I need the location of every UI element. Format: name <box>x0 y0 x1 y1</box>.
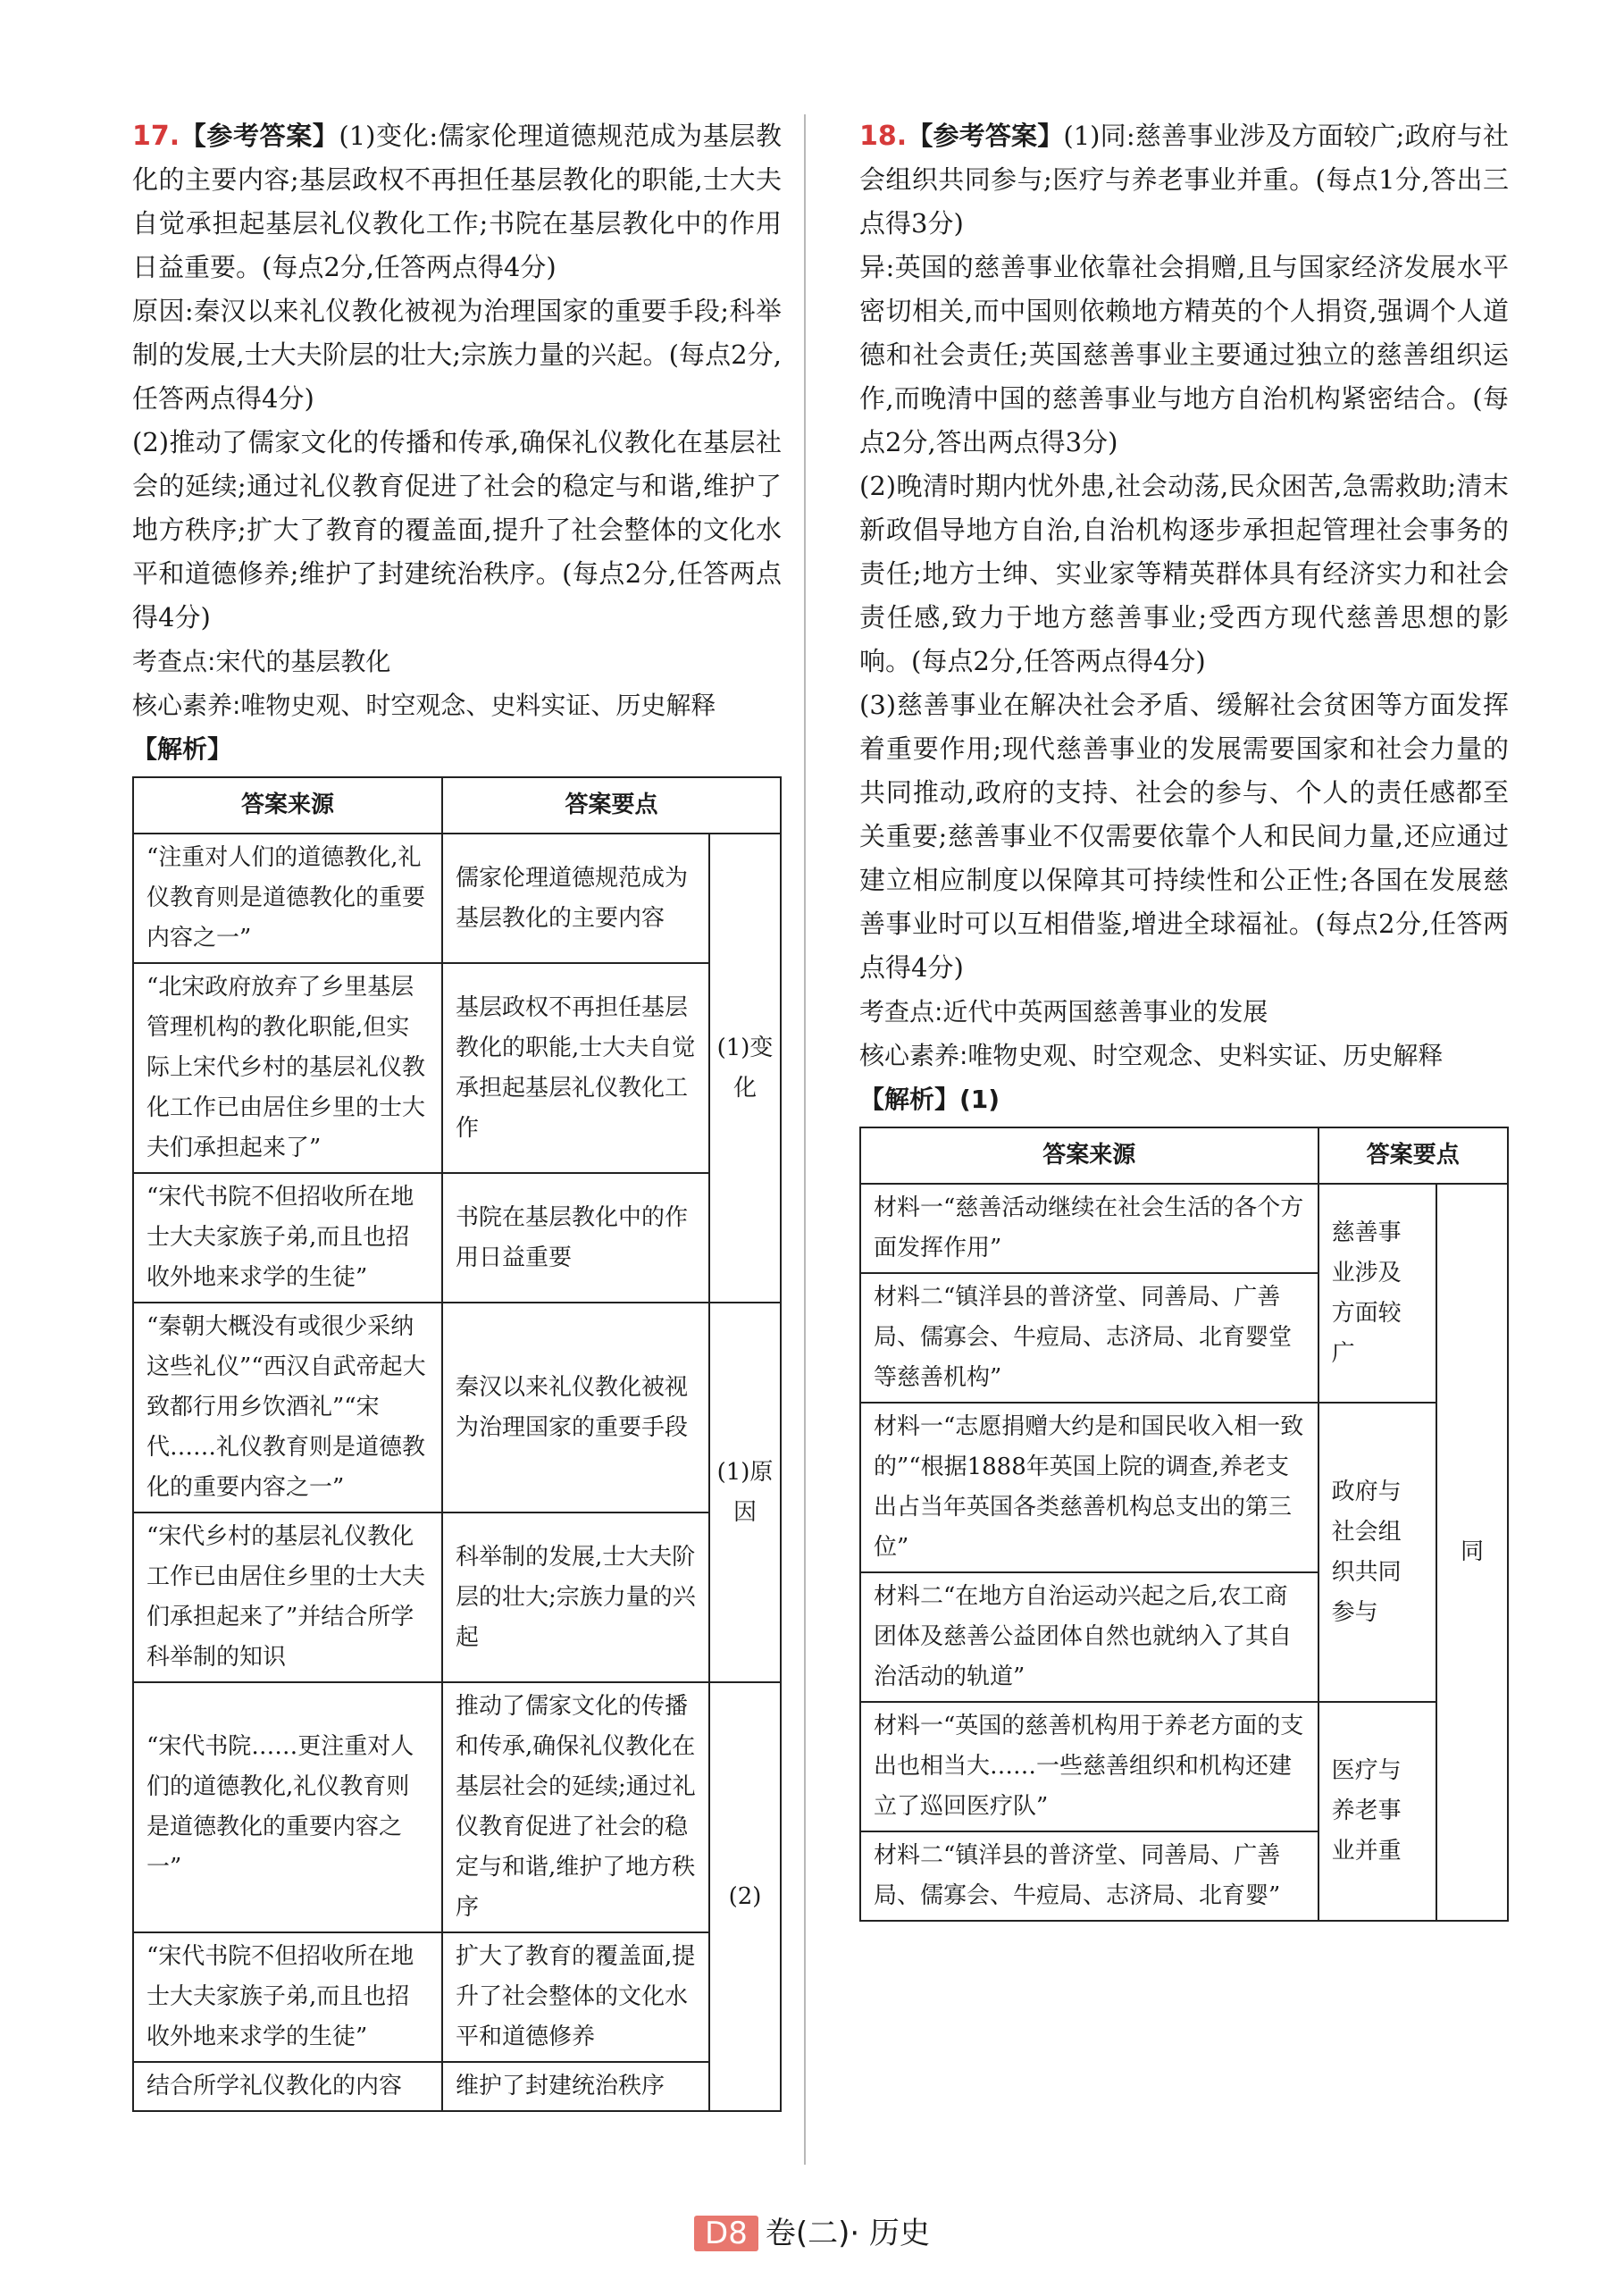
point-cell: 医疗与养老事业并重 <box>1318 1702 1436 1921</box>
q18-kaodian: 考查点:近代中英两国慈善事业的发展 <box>859 997 1268 1026</box>
source-cell: 结合所学礼仪教化的内容 <box>133 2062 442 2111</box>
q18-answer-part2: (2)晚清时期内忧外患,社会动荡,民众困苦,急需救助;清末新政倡导地方自治,自治机构逐步承担起管理社会事务的责任;地方士绅、实业家等精英群体具有经济实力和社会责任感,致力于地方慈善事业;受西方现代慈善思想的影响。(每点2分,任答两点得4分) <box>859 471 1509 676</box>
q17-answer-part2: (2)推动了儒家文化的传播和传承,确保礼仪教化在基层社会的延续;通过礼仪教育促进了社会的稳定与和谐,维护了地方秩序;扩大了教育的覆盖面,提升了社会整体的文化水平和道德修养;维护了封建统治秩序。(每点2分,任答两点得4分) <box>132 427 782 633</box>
q18-analysis-table <box>859 1127 1509 1922</box>
point-cell: 儒家伦理道德规范成为基层教化的主要内容 <box>442 834 709 963</box>
point-cell: 书院在基层教化中的作用日益重要 <box>442 1173 709 1303</box>
question-18 <box>859 114 1509 1922</box>
source-cell: “宋代乡村的基层礼仪教化工作已由居住乡里的士大夫们承担起来了”并结合所学科举制的知识 <box>133 1513 442 1682</box>
q18-answer-difference: 异:英国的慈善事业依靠社会捐赠,且与国家经济发展水平密切相关,而中国则依赖地方精英的个人捐资,强调个人道德和社会责任;英国慈善事业主要通过独立的慈善组织运作,而晚清中国的慈善事业与地方自治机构紧密结合。(每点2分,答出两点得3分) <box>859 252 1509 457</box>
group-label-same: 同 <box>1436 1184 1508 1921</box>
source-cell: 材料一“慈善活动继续在社会生活的各个方面发挥作用” <box>860 1184 1318 1273</box>
header-answer-source: 答案来源 <box>133 777 442 834</box>
q18-answer-part3: (3)慈善事业在解决社会矛盾、缓解社会贫困等方面发挥着重要作用;现代慈善事业的发展需要国家和社会力量的共同推动,政府的支持、社会的参与、个人的责任感都至关重要;慈善事业不仅需要依靠个人和民间力量,还应通过建立相应制度以保障其可持续性和公正性;各国在发展慈善事业时可以互相借鉴,增进全球福祉。(每点2分,任答两点得4分) <box>859 690 1509 983</box>
point-cell: 维护了封建统治秩序 <box>442 2062 709 2111</box>
table-row <box>133 834 781 963</box>
group-label-part2: (2) <box>709 1682 781 2111</box>
q18-answer-part1: 18.【参考答案】(1)同:慈善事业涉及方面较广;政府与社会组织共同参与;医疗与养老事业并重。(每点1分,答出三点得3分) <box>859 121 1509 239</box>
q17-answer-part1: 17.【参考答案】(1)变化:儒家伦理道德规范成为基层教化的主要内容;基层政权不再担任基层教化的职能,士大夫自觉承担起基层礼仪教化工作;书院在基层教化中的作用日益重要。(每点2分,任答两点得4分) <box>132 121 782 282</box>
point-cell: 推动了儒家文化的传播和传承,确保礼仪教化在基层社会的延续;通过礼仪教育促进了社会的稳定与和谐,维护了地方秩序 <box>442 1682 709 1932</box>
table-row <box>860 1184 1508 1273</box>
source-cell: 材料一“英国的慈善机构用于养老方面的支出也相当大……一些慈善组织和机构还建立了巡回医疗队” <box>860 1702 1318 1831</box>
table-row <box>133 963 781 1173</box>
question-17 <box>132 114 782 2112</box>
point-cell: 慈善事业涉及方面较广 <box>1318 1184 1436 1403</box>
column-divider <box>804 114 806 2165</box>
q17-analysis-table <box>132 776 782 2112</box>
q18-jiexi: 【解析】(1) <box>859 1085 1000 1114</box>
table-row <box>133 1303 781 1513</box>
q17-number: 17. <box>132 121 180 152</box>
table-row <box>860 1403 1508 1572</box>
source-cell: 材料二“在地方自治运动兴起之后,农工商团体及慈善公益团体自然也就纳入了其自治活动的轨道” <box>860 1572 1318 1702</box>
q18-answer-tag: 【参考答案】 <box>907 121 1064 151</box>
q18-number: 18. <box>859 121 908 152</box>
table-row <box>133 1173 781 1303</box>
source-cell: 材料一“志愿捐赠大约是和国民收入相一致的”“根据1888年英国上院的调查,养老支出占当年英国各类慈善机构总支出的第三位” <box>860 1403 1318 1572</box>
source-cell: “北宋政府放弃了乡里基层管理机构的教化职能,但实际上宋代乡村的基层礼仪教化工作已由居住乡里的士大夫们承担起来了” <box>133 963 442 1173</box>
point-cell: 秦汉以来礼仪教化被视为治理国家的重要手段 <box>442 1303 709 1513</box>
table-row <box>133 2062 781 2111</box>
table-header-row <box>860 1127 1508 1184</box>
q17-suyang: 核心素养:唯物史观、时空观念、史料实证、历史解释 <box>132 691 716 720</box>
table-row <box>133 1932 781 2062</box>
footer-title: 卷(二)· 历史 <box>765 2216 930 2251</box>
page-code-badge: D8 <box>694 2216 758 2251</box>
point-cell: 基层政权不再担任基层教化的职能,士大夫自觉承担起基层礼仪教化工作 <box>442 963 709 1173</box>
group-label-change: (1)变化 <box>709 834 781 1303</box>
table-row <box>860 1702 1508 1831</box>
table-header-row <box>133 777 781 834</box>
source-cell: “宋代书院不但招收所在地士大夫家族子弟,而且也招收外地来求学的生徒” <box>133 1173 442 1303</box>
source-cell: “秦朝大概没有或很少采纳这些礼仪”“西汉自武帝起大致都行用乡饮酒礼”“宋代……礼仪教育则是道德教化的重要内容之一” <box>133 1303 442 1513</box>
page-footer <box>0 2208 1624 2252</box>
header-answer-points: 答案要点 <box>442 777 781 834</box>
group-label-reason: (1)原因 <box>709 1303 781 1682</box>
source-cell: “宋代书院不但招收所在地士大夫家族子弟,而且也招收外地来求学的生徒” <box>133 1932 442 2062</box>
source-cell: 材料二“镇洋县的普济堂、同善局、广善局、儒寡会、牛痘局、志济局、北育婴堂等慈善机构” <box>860 1273 1318 1403</box>
q17-answer-reason: 原因:秦汉以来礼仪教化被视为治理国家的重要手段;科举制的发展,士大夫阶层的壮大;宗族力量的兴起。(每点2分,任答两点得4分) <box>132 296 782 414</box>
q17-kaodian: 考查点:宋代的基层教化 <box>132 647 391 676</box>
q18-suyang: 核心素养:唯物史观、时空观念、史料实证、历史解释 <box>859 1041 1444 1070</box>
table-row <box>133 1513 781 1682</box>
header-answer-source: 答案来源 <box>860 1127 1318 1184</box>
point-cell: 扩大了教育的覆盖面,提升了社会整体的文化水平和道德修养 <box>442 1932 709 2062</box>
q17-jiexi: 【解析】 <box>132 734 233 764</box>
source-cell: “宋代书院……更注重对人们的道德教化,礼仪教育则是道德教化的重要内容之一” <box>133 1682 442 1932</box>
q17-answer-tag: 【参考答案】 <box>180 121 339 151</box>
source-cell: 材料二“镇洋县的普济堂、同善局、广善局、儒寡会、牛痘局、志济局、北育婴” <box>860 1831 1318 1921</box>
source-cell: “注重对人们的道德教化,礼仪教育则是道德教化的重要内容之一” <box>133 834 442 963</box>
table-row <box>133 1682 781 1932</box>
header-answer-points: 答案要点 <box>1318 1127 1508 1184</box>
point-cell: 科举制的发展,士大夫阶层的壮大;宗族力量的兴起 <box>442 1513 709 1682</box>
point-cell: 政府与社会组织共同参与 <box>1318 1403 1436 1702</box>
